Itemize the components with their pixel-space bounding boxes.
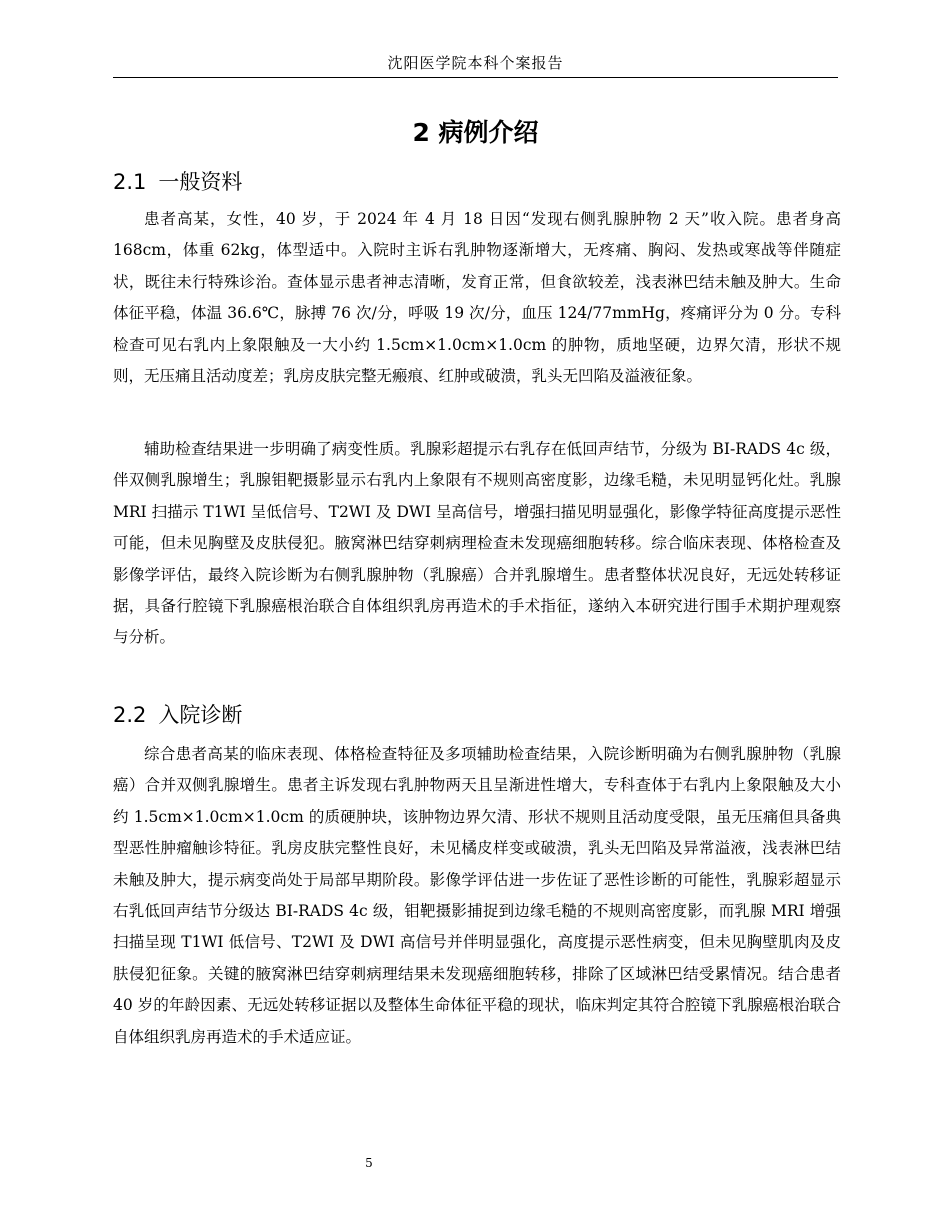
chapter-title: 2 病例介绍: [412, 118, 539, 147]
paragraph-general-info-2: 辅助检查结果进一步明确了病变性质。乳腺彩超提示右乳存在低回声结节，分级为 BI-RADS 4c 级，伴双侧乳腺增生；乳腺钼靶摄影显示右乳内上象限有不规则高密度影，边缘毛糙，未见明显钙化灶。乳腺 MRI 扫描示 T1WI 呈低信号、T2WI 及 DWI 呈高信号，增强扫描见明显强化，影像学特征高度提示恶性可能，但未见胸壁及皮肤侵犯。腋窝淋巴结穿刺病理检查未发现癌细胞转移。综合临床表现、体格检查及影像学评估，最终入院诊断为右侧乳腺肿物（乳腺癌）合并乳腺增生。患者整体状况良好，无远处转移证据，具备行腔镜下乳腺癌根治联合自体组织乳房再造术的手术指征，遂纳入本研究进行围手术期护理观察与分析。: [113, 440, 841, 647]
section-title-text: 入院诊断: [158, 703, 243, 727]
page-header: 沈阳医学院本科个案报告: [113, 52, 838, 78]
page-number: 5: [365, 1156, 373, 1170]
section-heading-general-info: [113, 166, 242, 196]
section-number: 2.1: [113, 170, 147, 194]
paragraph-general-info-1: 患者高某，女性，40 岁，于 2024 年 4 月 18 日因“发现右侧乳腺肿物 2 天”收入院。患者身高 168cm，体重 62kg，体型适中。入院时主诉右乳肿物逐渐增大，无疼痛、胸闷、发热或寒战等伴随症状，既往未行特殊诊治。查体显示患者神志清晰，发育正常，但食欲较差，浅表淋巴结未触及肿大。生命体征平稳，体温 36.6℃，脉搏 76 次/分，呼吸 19 次/分，血压 124/77mmHg，疼痛评分为 0 分。专科检查可见右乳内上象限触及一大小约 1.5cm×1.0cm×1.0cm 的肿物，质地坚硬，边界欠清，形状不规则，无压痛且活动度差；乳房皮肤完整无瘢痕、红肿或破溃，乳头无凹陷及溢液征象。: [113, 210, 841, 386]
section-number: 2.2: [113, 703, 147, 727]
paragraph-admission-diagnosis: 综合患者高某的临床表现、体格检查特征及多项辅助检查结果，入院诊断明确为右侧乳腺肿物（乳腺癌）合并双侧乳腺增生。患者主诉发现右乳肿物两天且呈渐进性增大，专科查体于右乳内上象限触及大小约 1.5cm×1.0cm×1.0cm 的质硬肿块，该肿物边界欠清、形状不规则且活动度受限，虽无压痛但具备典型恶性肿瘤触诊特征。乳房皮肤完整性良好，未见橘皮样变或破溃，乳头无凹陷及异常溢液，浅表淋巴结未触及肿大，提示病变尚处于局部早期阶段。影像学评估进一步佐证了恶性诊断的可能性，乳腺彩超显示右乳低回声结节分级达 BI-RADS 4c 级，钼靶摄影捕捉到边缘毛糙的不规则高密度影，而乳腺 MRI 增强扫描呈现 T1WI 低信号、T2WI 及 DWI 高信号并伴明显强化，高度提示恶性病变，但未见胸壁肌肉及皮肤侵犯征象。关键的腋窝淋巴结穿刺病理结果未发现癌细胞转移，排除了区域淋巴结受累情况。结合患者 40 岁的年龄因素、无远处转移证据以及整体生命体征平稳的现状，临床判定其符合腔镜下乳腺癌根治联合自体组织乳房再造术的手术适应证。: [113, 745, 841, 1046]
section-title-text: 一般资料: [158, 170, 243, 194]
section-heading-admission-diagnosis: [113, 699, 242, 729]
